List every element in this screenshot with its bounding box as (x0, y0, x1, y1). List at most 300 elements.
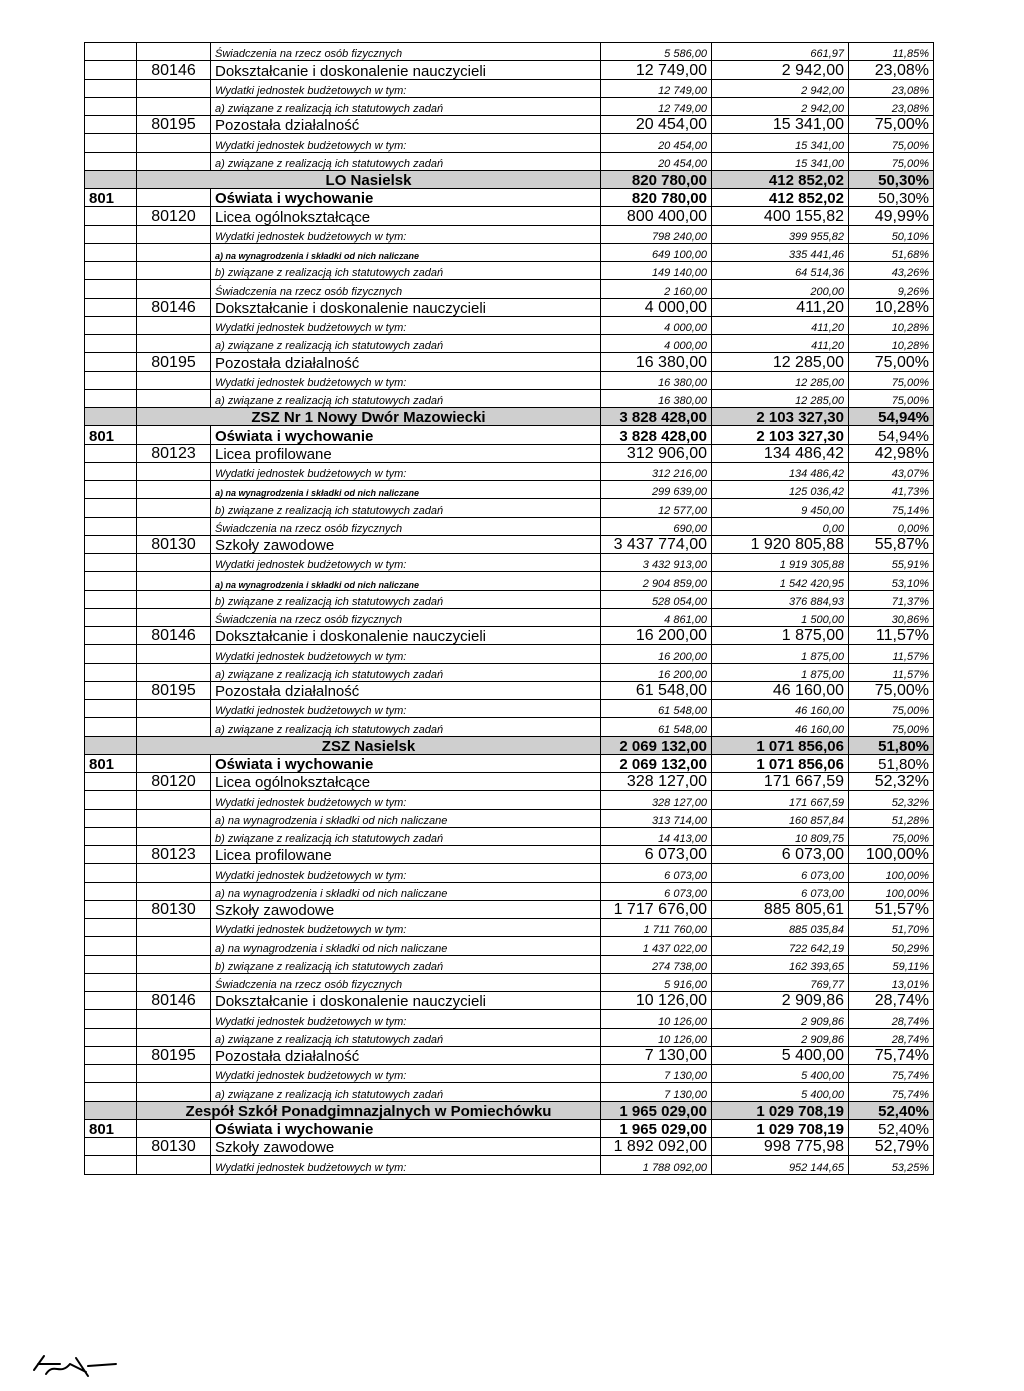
dzial-cell (85, 499, 137, 517)
plan-amount: 10 126,00 (601, 1028, 712, 1046)
item-name: Pozostała działalność (211, 681, 601, 699)
table-row (85, 1083, 934, 1101)
executed-amount: 6 073,00 (712, 864, 849, 882)
dzial-cell (85, 444, 137, 462)
plan-amount: 61 548,00 (601, 681, 712, 699)
item-name: a) związane z realizacją ich statutowych zadań (211, 389, 601, 407)
rozdzial-cell (137, 663, 211, 681)
table-row (85, 809, 934, 827)
item-name: Licea profilowane (211, 444, 601, 462)
execution-percent: 11,57% (849, 663, 934, 681)
plan-amount: 1 965 029,00 (601, 1101, 712, 1119)
dzial-cell (85, 973, 137, 991)
plan-amount: 10 126,00 (601, 992, 712, 1010)
dzial-cell (85, 116, 137, 134)
executed-amount: 1 071 856,06 (712, 754, 849, 772)
executed-amount: 134 486,42 (712, 462, 849, 480)
execution-percent: 75,00% (849, 700, 934, 718)
item-name: Wydatki jednostek budżetowych w tym: (211, 864, 601, 882)
executed-amount: 9 450,00 (712, 499, 849, 517)
executed-amount: 411,20 (712, 316, 849, 334)
executed-amount: 1 875,00 (712, 627, 849, 645)
executed-amount: 1 029 708,19 (712, 1101, 849, 1119)
dzial-cell (85, 517, 137, 535)
rozdzial-cell (137, 554, 211, 572)
executed-amount: 2 909,86 (712, 1028, 849, 1046)
item-name: a) na wynagrodzenia i składki od nich naliczane (211, 481, 601, 499)
table-row (85, 791, 934, 809)
executed-amount: 1 875,00 (712, 645, 849, 663)
execution-percent: 75,74% (849, 1083, 934, 1101)
item-name: Wydatki jednostek budżetowych w tym: (211, 1156, 601, 1174)
signature-mark (30, 1352, 120, 1380)
budget-table (84, 42, 934, 1175)
rozdzial-cell (137, 973, 211, 991)
dzial-cell (85, 955, 137, 973)
dzial-cell (85, 225, 137, 243)
dzial-cell: 801 (85, 189, 137, 207)
item-name: Pozostała działalność (211, 116, 601, 134)
executed-amount: 6 073,00 (712, 882, 849, 900)
rozdzial-cell: 80146 (137, 298, 211, 316)
item-name: a) związane z realizacją ich statutowych zadań (211, 335, 601, 353)
rozdzial-cell (137, 955, 211, 973)
executed-amount: 5 400,00 (712, 1083, 849, 1101)
table-row (85, 79, 934, 97)
executed-amount: 722 642,19 (712, 937, 849, 955)
dzial-cell (85, 243, 137, 261)
dzial-cell (85, 462, 137, 480)
dzial-cell (85, 718, 137, 736)
item-name: b) związane z realizacją ich statutowych zadań (211, 262, 601, 280)
table-row (85, 499, 934, 517)
table-row (85, 882, 934, 900)
execution-percent: 52,40% (849, 1119, 934, 1137)
execution-percent: 52,32% (849, 791, 934, 809)
table-row (85, 207, 934, 225)
execution-percent: 50,30% (849, 170, 934, 188)
table-row (85, 61, 934, 79)
table-row (85, 43, 934, 61)
table-row (85, 316, 934, 334)
plan-amount: 820 780,00 (601, 170, 712, 188)
plan-amount: 16 380,00 (601, 353, 712, 371)
plan-amount: 5 916,00 (601, 973, 712, 991)
execution-percent: 9,26% (849, 280, 934, 298)
plan-amount: 149 140,00 (601, 262, 712, 280)
dzial-cell (85, 590, 137, 608)
rozdzial-cell: 80146 (137, 61, 211, 79)
table-row (85, 992, 934, 1010)
item-name: Wydatki jednostek budżetowych w tym: (211, 1065, 601, 1083)
table-row (85, 116, 934, 134)
item-name: a) na wynagrodzenia i składki od nich naliczane (211, 572, 601, 590)
rozdzial-cell: 80123 (137, 846, 211, 864)
plan-amount: 16 200,00 (601, 627, 712, 645)
plan-amount: 800 400,00 (601, 207, 712, 225)
execution-percent: 52,32% (849, 773, 934, 791)
rozdzial-cell (137, 97, 211, 115)
rozdzial-cell: 80120 (137, 773, 211, 791)
execution-percent: 75,00% (849, 152, 934, 170)
execution-percent: 51,68% (849, 243, 934, 261)
rozdzial-cell (137, 189, 211, 207)
item-name: b) związane z realizacją ich statutowych zadań (211, 499, 601, 517)
dzial-cell (85, 645, 137, 663)
execution-percent: 55,91% (849, 554, 934, 572)
item-name: Oświata i wychowanie (211, 426, 601, 444)
rozdzial-cell (137, 809, 211, 827)
executed-amount: 15 341,00 (712, 134, 849, 152)
rozdzial-cell: 80123 (137, 444, 211, 462)
plan-amount: 7 130,00 (601, 1065, 712, 1083)
item-name: b) związane z realizacją ich statutowych zadań (211, 827, 601, 845)
table-row (85, 1065, 934, 1083)
execution-percent: 42,98% (849, 444, 934, 462)
table-row (85, 426, 934, 444)
table-row (85, 608, 934, 626)
dzial-cell (85, 882, 137, 900)
dzial-cell (85, 408, 137, 426)
execution-percent: 43,07% (849, 462, 934, 480)
executed-amount: 1 919 305,88 (712, 554, 849, 572)
table-row (85, 389, 934, 407)
rozdzial-cell (137, 754, 211, 772)
execution-percent: 51,70% (849, 919, 934, 937)
executed-amount: 2 909,86 (712, 992, 849, 1010)
dzial-cell (85, 298, 137, 316)
execution-percent: 75,00% (849, 116, 934, 134)
rozdzial-cell: 80130 (137, 1138, 211, 1156)
execution-percent: 55,87% (849, 535, 934, 553)
unit-header-row (85, 408, 934, 426)
item-name: Wydatki jednostek budżetowych w tym: (211, 225, 601, 243)
dzial-cell (85, 43, 137, 61)
item-name: Wydatki jednostek budżetowych w tym: (211, 919, 601, 937)
executed-amount: 15 341,00 (712, 152, 849, 170)
item-name: Szkoły zawodowe (211, 535, 601, 553)
plan-amount: 3 828 428,00 (601, 408, 712, 426)
unit-name: LO Nasielsk (137, 170, 601, 188)
execution-percent: 0,00% (849, 517, 934, 535)
item-name: a) związane z realizacją ich statutowych zadań (211, 97, 601, 115)
dzial-cell (85, 791, 137, 809)
rozdzial-cell (137, 590, 211, 608)
execution-percent: 75,00% (849, 134, 934, 152)
unit-name: ZSZ Nasielsk (137, 736, 601, 754)
dzial-cell (85, 353, 137, 371)
plan-amount: 312 906,00 (601, 444, 712, 462)
plan-amount: 4 000,00 (601, 335, 712, 353)
execution-percent: 23,08% (849, 79, 934, 97)
dzial-cell (85, 846, 137, 864)
plan-amount: 12 577,00 (601, 499, 712, 517)
dzial-cell (85, 1046, 137, 1064)
table-row (85, 462, 934, 480)
execution-percent: 52,79% (849, 1138, 934, 1156)
plan-amount: 6 073,00 (601, 882, 712, 900)
executed-amount: 134 486,42 (712, 444, 849, 462)
rozdzial-cell (137, 882, 211, 900)
dzial-cell (85, 864, 137, 882)
rozdzial-cell (137, 1156, 211, 1174)
plan-amount: 14 413,00 (601, 827, 712, 845)
execution-percent: 75,00% (849, 681, 934, 699)
executed-amount: 998 775,98 (712, 1138, 849, 1156)
rozdzial-cell: 80195 (137, 681, 211, 699)
rozdzial-cell (137, 280, 211, 298)
table-row (85, 681, 934, 699)
plan-amount: 12 749,00 (601, 97, 712, 115)
table-row (85, 535, 934, 553)
rozdzial-cell: 80146 (137, 992, 211, 1010)
item-name: Wydatki jednostek budżetowych w tym: (211, 700, 601, 718)
executed-amount: 1 920 805,88 (712, 535, 849, 553)
item-name: Wydatki jednostek budżetowych w tym: (211, 462, 601, 480)
table-row (85, 1046, 934, 1064)
executed-amount: 769,77 (712, 973, 849, 991)
table-row (85, 1028, 934, 1046)
executed-amount: 2 103 327,30 (712, 426, 849, 444)
rozdzial-cell (137, 499, 211, 517)
plan-amount: 12 749,00 (601, 79, 712, 97)
executed-amount: 2 103 327,30 (712, 408, 849, 426)
execution-percent: 100,00% (849, 864, 934, 882)
dzial-cell (85, 1010, 137, 1028)
executed-amount: 125 036,42 (712, 481, 849, 499)
rozdzial-cell: 80195 (137, 116, 211, 134)
execution-percent: 51,57% (849, 900, 934, 918)
table-row (85, 152, 934, 170)
rozdzial-cell (137, 426, 211, 444)
executed-amount: 952 144,65 (712, 1156, 849, 1174)
item-name: a) na wynagrodzenia i składki od nich naliczane (211, 882, 601, 900)
unit-header-row (85, 1101, 934, 1119)
table-row (85, 353, 934, 371)
rozdzial-cell (137, 700, 211, 718)
rozdzial-cell: 80146 (137, 627, 211, 645)
rozdzial-cell (137, 134, 211, 152)
executed-amount: 1 500,00 (712, 608, 849, 626)
dzial-cell (85, 335, 137, 353)
plan-amount: 2 069 132,00 (601, 754, 712, 772)
rozdzial-cell (137, 608, 211, 626)
execution-percent: 10,28% (849, 335, 934, 353)
table-row (85, 864, 934, 882)
executed-amount: 160 857,84 (712, 809, 849, 827)
dzial-cell (85, 608, 137, 626)
plan-amount: 328 127,00 (601, 791, 712, 809)
plan-amount: 312 216,00 (601, 462, 712, 480)
dzial-cell (85, 170, 137, 188)
plan-amount: 328 127,00 (601, 773, 712, 791)
budget-table-body (85, 43, 934, 1175)
table-row (85, 517, 934, 535)
table-row (85, 243, 934, 261)
item-name: a) na wynagrodzenia i składki od nich naliczane (211, 243, 601, 261)
dzial-cell (85, 61, 137, 79)
dzial-cell (85, 1101, 137, 1119)
item-name: b) związane z realizacją ich statutowych zadań (211, 590, 601, 608)
table-row (85, 700, 934, 718)
executed-amount: 411,20 (712, 335, 849, 353)
plan-amount: 20 454,00 (601, 134, 712, 152)
dzial-cell (85, 827, 137, 845)
dzial-cell (85, 992, 137, 1010)
executed-amount: 171 667,59 (712, 773, 849, 791)
rozdzial-cell: 80130 (137, 900, 211, 918)
rozdzial-cell (137, 1083, 211, 1101)
executed-amount: 162 393,65 (712, 955, 849, 973)
plan-amount: 2 069 132,00 (601, 736, 712, 754)
dzial-cell (85, 736, 137, 754)
execution-percent: 51,80% (849, 736, 934, 754)
execution-percent: 54,94% (849, 408, 934, 426)
plan-amount: 20 454,00 (601, 116, 712, 134)
table-row (85, 919, 934, 937)
item-name: Dokształcanie i doskonalenie nauczycieli (211, 61, 601, 79)
plan-amount: 3 432 913,00 (601, 554, 712, 572)
execution-percent: 100,00% (849, 846, 934, 864)
rozdzial-cell (137, 937, 211, 955)
plan-amount: 274 738,00 (601, 955, 712, 973)
table-row (85, 754, 934, 772)
table-row (85, 262, 934, 280)
executed-amount: 15 341,00 (712, 116, 849, 134)
rozdzial-cell (137, 79, 211, 97)
item-name: Wydatki jednostek budżetowych w tym: (211, 791, 601, 809)
table-row (85, 335, 934, 353)
dzial-cell: 801 (85, 426, 137, 444)
item-name: a) na wynagrodzenia i składki od nich naliczane (211, 937, 601, 955)
dzial-cell (85, 262, 137, 280)
execution-percent: 28,74% (849, 1028, 934, 1046)
executed-amount: 6 073,00 (712, 846, 849, 864)
item-name: Świadczenia na rzecz osób fizycznych (211, 280, 601, 298)
execution-percent: 75,14% (849, 499, 934, 517)
rozdzial-cell (137, 43, 211, 61)
dzial-cell (85, 681, 137, 699)
executed-amount: 0,00 (712, 517, 849, 535)
dzial-cell (85, 79, 137, 97)
rozdzial-cell (137, 1010, 211, 1028)
table-row (85, 554, 934, 572)
rozdzial-cell: 80120 (137, 207, 211, 225)
unit-name: ZSZ Nr 1 Nowy Dwór Mazowiecki (137, 408, 601, 426)
plan-amount: 820 780,00 (601, 189, 712, 207)
table-row (85, 1119, 934, 1137)
execution-percent: 11,57% (849, 627, 934, 645)
execution-percent: 51,80% (849, 754, 934, 772)
execution-percent: 49,99% (849, 207, 934, 225)
item-name: a) związane z realizacją ich statutowych zadań (211, 663, 601, 681)
execution-percent: 10,28% (849, 298, 934, 316)
item-name: Oświata i wychowanie (211, 1119, 601, 1137)
rozdzial-cell (137, 1119, 211, 1137)
executed-amount: 46 160,00 (712, 681, 849, 699)
unit-header-row (85, 736, 934, 754)
plan-amount: 61 548,00 (601, 700, 712, 718)
unit-name: Zespół Szkół Ponadgimnazjalnych w Pomiechówku (137, 1101, 601, 1119)
item-name: Oświata i wychowanie (211, 189, 601, 207)
dzial-cell (85, 937, 137, 955)
executed-amount: 1 542 420,95 (712, 572, 849, 590)
executed-amount: 10 809,75 (712, 827, 849, 845)
item-name: Wydatki jednostek budżetowych w tym: (211, 371, 601, 389)
execution-percent: 43,26% (849, 262, 934, 280)
dzial-cell (85, 316, 137, 334)
executed-amount: 2 909,86 (712, 1010, 849, 1028)
dzial-cell (85, 663, 137, 681)
item-name: a) związane z realizacją ich statutowych zadań (211, 1028, 601, 1046)
executed-amount: 12 285,00 (712, 389, 849, 407)
item-name: a) na wynagrodzenia i składki od nich naliczane (211, 809, 601, 827)
plan-amount: 1 788 092,00 (601, 1156, 712, 1174)
execution-percent: 100,00% (849, 882, 934, 900)
plan-amount: 6 073,00 (601, 846, 712, 864)
table-row (85, 1156, 934, 1174)
item-name: a) związane z realizacją ich statutowych zadań (211, 1083, 601, 1101)
execution-percent: 75,00% (849, 718, 934, 736)
dzial-cell (85, 809, 137, 827)
plan-amount: 16 380,00 (601, 371, 712, 389)
table-row (85, 900, 934, 918)
item-name: Szkoły zawodowe (211, 1138, 601, 1156)
table-row (85, 590, 934, 608)
table-row (85, 225, 934, 243)
plan-amount: 1 965 029,00 (601, 1119, 712, 1137)
plan-amount: 12 749,00 (601, 61, 712, 79)
execution-percent: 75,74% (849, 1065, 934, 1083)
item-name: Szkoły zawodowe (211, 900, 601, 918)
rozdzial-cell (137, 1065, 211, 1083)
executed-amount: 1 029 708,19 (712, 1119, 849, 1137)
dzial-cell: 801 (85, 754, 137, 772)
executed-amount: 5 400,00 (712, 1065, 849, 1083)
plan-amount: 1 437 022,00 (601, 937, 712, 955)
executed-amount: 661,97 (712, 43, 849, 61)
plan-amount: 3 828 428,00 (601, 426, 712, 444)
executed-amount: 64 514,36 (712, 262, 849, 280)
execution-percent: 54,94% (849, 426, 934, 444)
table-row (85, 627, 934, 645)
dzial-cell (85, 700, 137, 718)
rozdzial-cell (137, 517, 211, 535)
executed-amount: 399 955,82 (712, 225, 849, 243)
item-name: Oświata i wychowanie (211, 754, 601, 772)
plan-amount: 7 130,00 (601, 1083, 712, 1101)
plan-amount: 4 000,00 (601, 316, 712, 334)
dzial-cell (85, 152, 137, 170)
rozdzial-cell (137, 389, 211, 407)
executed-amount: 200,00 (712, 280, 849, 298)
item-name: Świadczenia na rzecz osób fizycznych (211, 43, 601, 61)
executed-amount: 885 805,61 (712, 900, 849, 918)
plan-amount: 1 717 676,00 (601, 900, 712, 918)
dzial-cell (85, 535, 137, 553)
execution-percent: 23,08% (849, 97, 934, 115)
dzial-cell (85, 389, 137, 407)
executed-amount: 412 852,02 (712, 170, 849, 188)
execution-percent: 75,74% (849, 1046, 934, 1064)
item-name: b) związane z realizacją ich statutowych zadań (211, 955, 601, 973)
dzial-cell (85, 481, 137, 499)
plan-amount: 10 126,00 (601, 1010, 712, 1028)
plan-amount: 16 200,00 (601, 663, 712, 681)
table-row (85, 280, 934, 298)
executed-amount: 1 071 856,06 (712, 736, 849, 754)
table-row (85, 189, 934, 207)
